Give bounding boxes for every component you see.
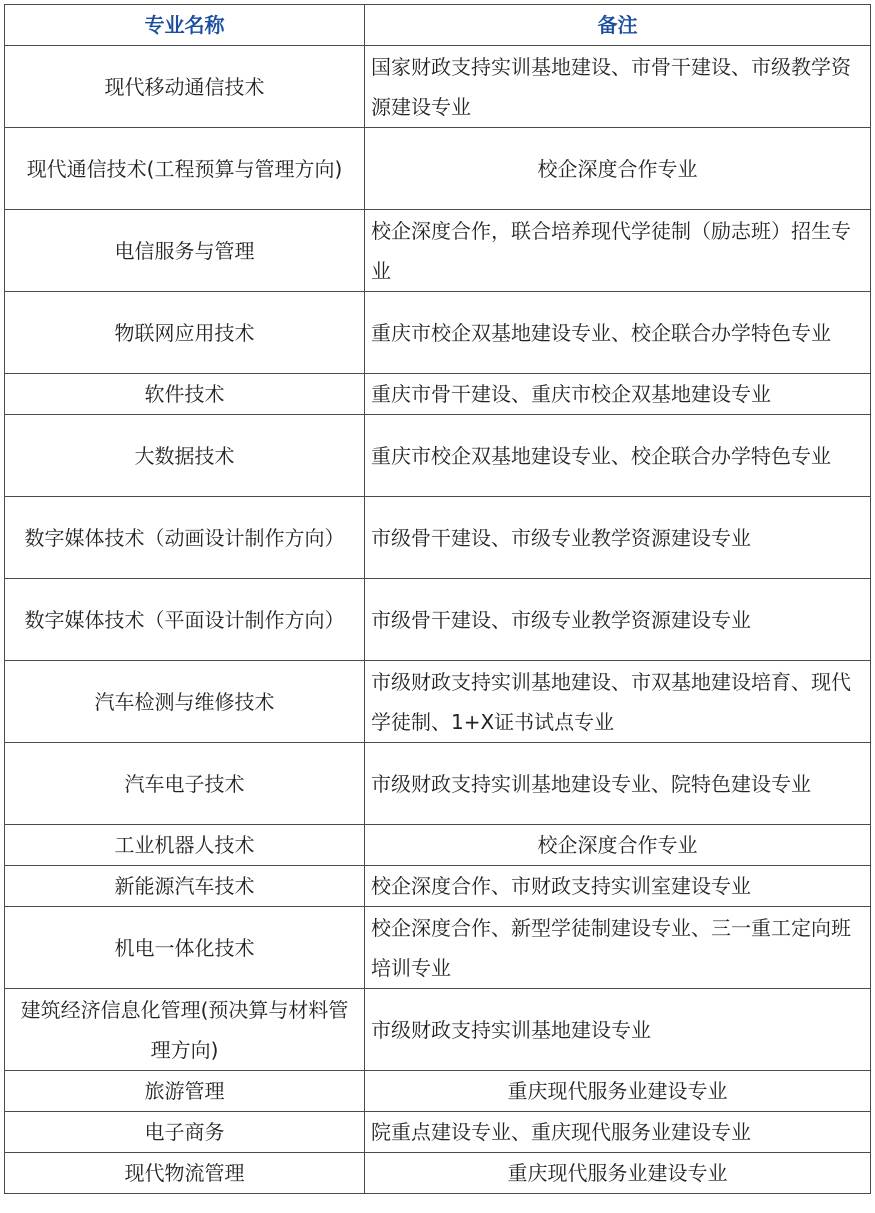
table-row bbox=[5, 743, 871, 825]
major-name-cell: 汽车电子技术 bbox=[5, 743, 365, 825]
remarks-cell: 校企深度合作专业 bbox=[365, 825, 871, 866]
major-name-cell: 电信服务与管理 bbox=[5, 210, 365, 292]
major-name-cell: 数字媒体技术（平面设计制作方向） bbox=[5, 579, 365, 661]
major-name-cell: 旅游管理 bbox=[5, 1071, 365, 1112]
major-name-cell: 物联网应用技术 bbox=[5, 292, 365, 374]
table-row bbox=[5, 374, 871, 415]
remarks-cell: 市级骨干建设、市级专业教学资源建设专业 bbox=[365, 579, 871, 661]
remarks-cell: 校企深度合作，联合培养现代学徒制（励志班）招生专业 bbox=[365, 210, 871, 292]
remarks-cell: 国家财政支持实训基地建设、市骨干建设、市级教学资源建设专业 bbox=[365, 46, 871, 128]
remarks-cell: 重庆市校企双基地建设专业、校企联合办学特色专业 bbox=[365, 415, 871, 497]
remarks-cell: 重庆市校企双基地建设专业、校企联合办学特色专业 bbox=[365, 292, 871, 374]
table-row bbox=[5, 661, 871, 743]
major-name-cell: 大数据技术 bbox=[5, 415, 365, 497]
table-row bbox=[5, 1071, 871, 1112]
major-name-cell: 电子商务 bbox=[5, 1112, 365, 1153]
table-row bbox=[5, 292, 871, 374]
major-name-cell: 软件技术 bbox=[5, 374, 365, 415]
remarks-cell: 市级财政支持实训基地建设、市双基地建设培育、现代学徒制、1+X证书试点专业 bbox=[365, 661, 871, 743]
major-name-cell: 建筑经济信息化管理(预决算与材料管理方向) bbox=[5, 989, 365, 1071]
remarks-cell: 重庆市骨干建设、重庆市校企双基地建设专业 bbox=[365, 374, 871, 415]
major-name-cell: 现代移动通信技术 bbox=[5, 46, 365, 128]
remarks-cell: 市级财政支持实训基地建设专业 bbox=[365, 989, 871, 1071]
table-body bbox=[5, 46, 871, 1194]
major-name-cell: 机电一体化技术 bbox=[5, 907, 365, 989]
major-name-cell: 新能源汽车技术 bbox=[5, 866, 365, 907]
remarks-cell: 市级财政支持实训基地建设专业、院特色建设专业 bbox=[365, 743, 871, 825]
table-row bbox=[5, 1153, 871, 1194]
table-row bbox=[5, 907, 871, 989]
table-header-row bbox=[5, 5, 871, 46]
remarks-cell: 校企深度合作、市财政支持实训室建设专业 bbox=[365, 866, 871, 907]
table-row bbox=[5, 128, 871, 210]
table-row bbox=[5, 579, 871, 661]
remarks-cell: 市级骨干建设、市级专业教学资源建设专业 bbox=[365, 497, 871, 579]
table-row bbox=[5, 46, 871, 128]
major-name-cell: 汽车检测与维修技术 bbox=[5, 661, 365, 743]
majors-table bbox=[4, 4, 871, 1194]
remarks-cell: 校企深度合作、新型学徒制建设专业、三一重工定向班培训专业 bbox=[365, 907, 871, 989]
remarks-cell: 重庆现代服务业建设专业 bbox=[365, 1071, 871, 1112]
major-name-cell: 工业机器人技术 bbox=[5, 825, 365, 866]
table-row bbox=[5, 210, 871, 292]
header-major-name: 专业名称 bbox=[5, 5, 365, 46]
table-row bbox=[5, 497, 871, 579]
table-row bbox=[5, 989, 871, 1071]
table-row bbox=[5, 1112, 871, 1153]
table-row bbox=[5, 825, 871, 866]
table-row bbox=[5, 866, 871, 907]
major-name-cell: 现代通信技术(工程预算与管理方向) bbox=[5, 128, 365, 210]
remarks-cell: 院重点建设专业、重庆现代服务业建设专业 bbox=[365, 1112, 871, 1153]
major-name-cell: 现代物流管理 bbox=[5, 1153, 365, 1194]
major-name-cell: 数字媒体技术（动画设计制作方向） bbox=[5, 497, 365, 579]
table-row bbox=[5, 415, 871, 497]
remarks-cell: 校企深度合作专业 bbox=[365, 128, 871, 210]
header-remarks: 备注 bbox=[365, 5, 871, 46]
remarks-cell: 重庆现代服务业建设专业 bbox=[365, 1153, 871, 1194]
